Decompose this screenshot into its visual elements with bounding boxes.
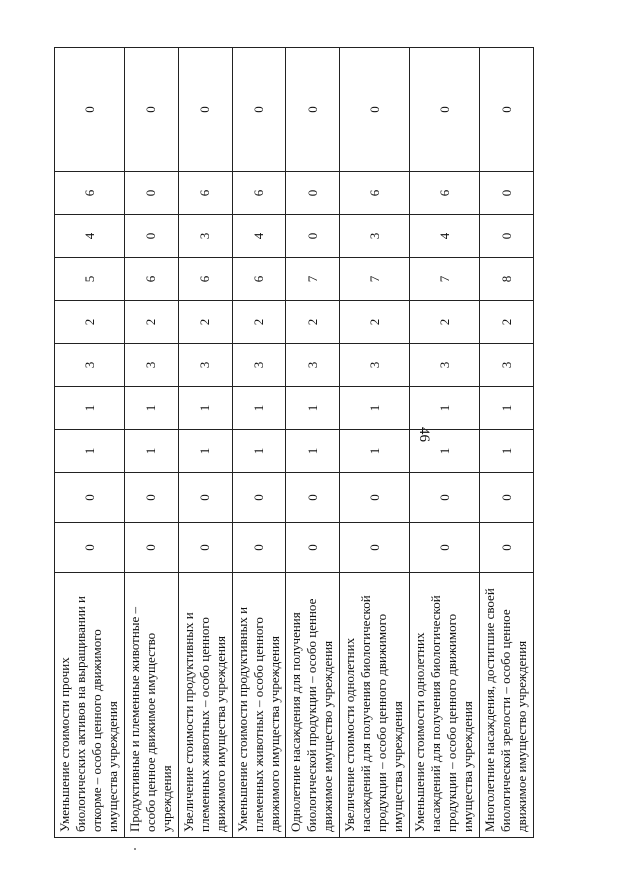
code-digit-cell: 0 [410, 523, 480, 573]
account-codes-table [54, 47, 534, 838]
row-label: Продуктивные и племенные животные – особо ценное движимое имущество учреждения [125, 573, 179, 838]
code-digit-cell: 0 [55, 48, 125, 172]
code-digit-cell: 0 [340, 473, 410, 523]
code-digit-cell: 6 [340, 172, 410, 215]
code-digit-cell: 2 [480, 301, 534, 344]
code-digit-cell: 6 [55, 172, 125, 215]
code-digit-cell: 4 [232, 215, 286, 258]
scan-speck [134, 848, 136, 850]
code-digit-cell: 6 [410, 172, 480, 215]
code-digit-cell: 3 [410, 344, 480, 387]
row-label: Однолетние насаждения для получения биологической продукции – особо ценное движимое имущество учреждения [286, 573, 340, 838]
code-digit-cell: 6 [232, 172, 286, 215]
code-digit-cell: 6 [178, 258, 232, 301]
code-digit-cell: 3 [340, 344, 410, 387]
code-digit-cell: 0 [340, 48, 410, 172]
code-digit-cell: 1 [125, 387, 179, 430]
table-row [410, 48, 480, 838]
code-digit-cell: 7 [340, 258, 410, 301]
code-digit-cell: 1 [480, 430, 534, 473]
code-digit-cell: 2 [286, 301, 340, 344]
code-digit-cell: 0 [55, 523, 125, 573]
code-digit-cell: 1 [125, 430, 179, 473]
rotated-table-container [54, 68, 534, 838]
code-digit-cell: 1 [178, 430, 232, 473]
code-digit-cell: 0 [232, 473, 286, 523]
table-row [340, 48, 410, 838]
code-digit-cell: 2 [178, 301, 232, 344]
row-label: Многолетние насаждения, достигшие своей биологической зрелости – особо ценное движимое имущество учреждения [480, 573, 534, 838]
row-label: Уменьшение стоимости продуктивных и племенных животных – особо ценного движимого имущества учреждения [232, 573, 286, 838]
code-digit-cell: 1 [286, 387, 340, 430]
code-digit-cell: 0 [480, 172, 534, 215]
code-digit-cell: 5 [55, 258, 125, 301]
code-digit-cell: 6 [232, 258, 286, 301]
code-digit-cell: 1 [480, 387, 534, 430]
row-label: Уменьшение стоимости прочих биологических активов на выращивании и откорме – особо ценного движимого имущества учреждения [55, 573, 125, 838]
code-digit-cell: 0 [286, 523, 340, 573]
code-digit-cell: 0 [286, 172, 340, 215]
code-digit-cell: 7 [286, 258, 340, 301]
table-row [55, 48, 125, 838]
code-digit-cell: 1 [410, 387, 480, 430]
code-digit-cell: 1 [340, 387, 410, 430]
code-digit-cell: 7 [410, 258, 480, 301]
code-digit-cell: 0 [340, 523, 410, 573]
code-digit-cell: 2 [232, 301, 286, 344]
code-digit-cell: 0 [286, 473, 340, 523]
page-number: 46 [416, 427, 432, 442]
code-digit-cell: 4 [410, 215, 480, 258]
code-digit-cell: 1 [232, 387, 286, 430]
code-digit-cell: 0 [178, 48, 232, 172]
code-digit-cell: 1 [232, 430, 286, 473]
code-digit-cell: 3 [55, 344, 125, 387]
code-digit-cell: 0 [125, 172, 179, 215]
code-digit-cell: 2 [410, 301, 480, 344]
code-digit-cell: 3 [480, 344, 534, 387]
row-label: Увеличение стоимости однолетних насаждений для получения биологической продукции – особо ценного движимого имущества учреждения [340, 573, 410, 838]
row-label: Уменьшение стоимости однолетних насаждений для получения биологической продукции – особо ценного движимого имущества учреждения [410, 573, 480, 838]
code-digit-cell: 1 [410, 430, 480, 473]
code-digit-cell: 0 [480, 473, 534, 523]
table-row [232, 48, 286, 838]
code-digit-cell: 0 [125, 523, 179, 573]
code-digit-cell: 3 [178, 215, 232, 258]
code-digit-cell: 1 [286, 430, 340, 473]
code-digit-cell: 1 [55, 430, 125, 473]
code-digit-cell: 3 [340, 215, 410, 258]
code-digit-cell: 0 [125, 215, 179, 258]
table-row [178, 48, 232, 838]
code-digit-cell: 0 [480, 215, 534, 258]
code-digit-cell: 0 [232, 523, 286, 573]
code-digit-cell: 0 [178, 473, 232, 523]
code-digit-cell: 0 [232, 48, 286, 172]
table-row [125, 48, 179, 838]
code-digit-cell: 0 [286, 215, 340, 258]
code-digit-cell: 2 [55, 301, 125, 344]
code-digit-cell: 3 [232, 344, 286, 387]
code-digit-cell: 4 [55, 215, 125, 258]
code-digit-cell: 0 [125, 48, 179, 172]
table-row [286, 48, 340, 838]
code-digit-cell: 0 [410, 473, 480, 523]
code-digit-cell: 8 [480, 258, 534, 301]
code-digit-cell: 0 [480, 48, 534, 172]
code-digit-cell: 6 [125, 258, 179, 301]
code-digit-cell: 3 [286, 344, 340, 387]
code-digit-cell: 3 [125, 344, 179, 387]
code-digit-cell: 1 [178, 387, 232, 430]
code-digit-cell: 2 [125, 301, 179, 344]
code-digit-cell: 0 [480, 523, 534, 573]
code-digit-cell: 0 [410, 48, 480, 172]
table-row [480, 48, 534, 838]
code-digit-cell: 0 [125, 473, 179, 523]
code-digit-cell: 2 [340, 301, 410, 344]
code-digit-cell: 0 [286, 48, 340, 172]
code-digit-cell: 0 [55, 473, 125, 523]
code-digit-cell: 3 [178, 344, 232, 387]
code-digit-cell: 1 [55, 387, 125, 430]
code-digit-cell: 1 [340, 430, 410, 473]
row-label: Увеличение стоимости продуктивных и племенных животных – особо ценного движимого имущества учреждения [178, 573, 232, 838]
code-digit-cell: 6 [178, 172, 232, 215]
code-digit-cell: 0 [178, 523, 232, 573]
table-body [55, 48, 534, 838]
